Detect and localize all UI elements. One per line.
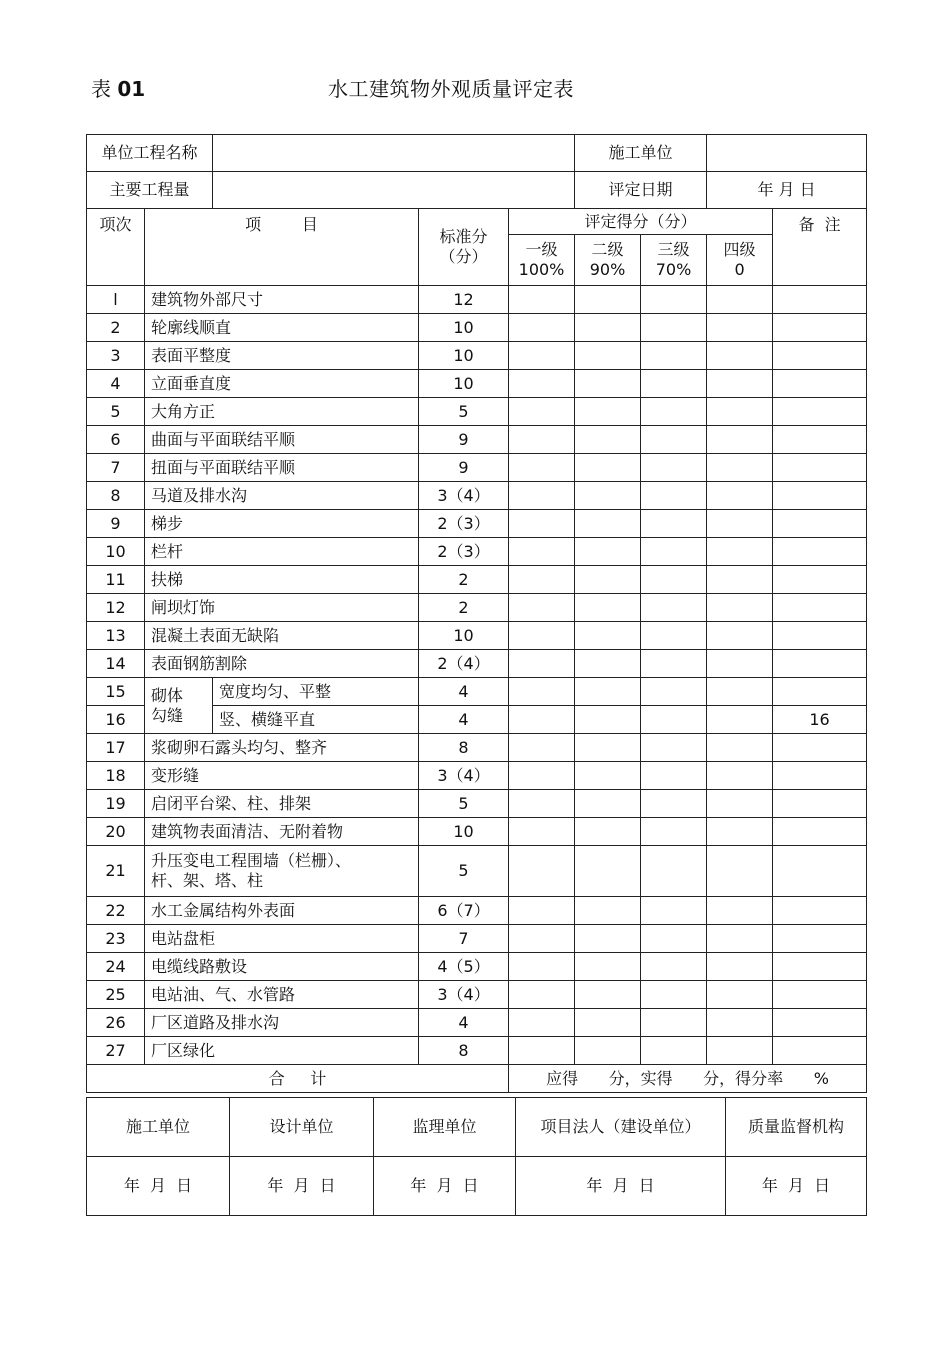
remark-cell[interactable] [773, 846, 867, 897]
grade-cell[interactable] [707, 790, 773, 818]
grade-cell[interactable] [509, 370, 575, 398]
row-no: 9 [87, 510, 145, 538]
row-score: 9 [419, 454, 509, 482]
grade-cell[interactable] [707, 818, 773, 846]
grade-cell[interactable] [641, 706, 707, 734]
grade-cell[interactable] [575, 981, 641, 1009]
col-grade1 [509, 235, 575, 286]
row-score: 5 [419, 846, 509, 897]
row-no: 7 [87, 454, 145, 482]
total-summary[interactable]: 应得 分，实得 分，得分率 % [509, 1065, 867, 1093]
remark-cell[interactable] [773, 398, 867, 426]
grade3-name: 三级 [657, 240, 690, 259]
table-row [87, 650, 867, 678]
row-score: 10 [419, 818, 509, 846]
date-supervision[interactable]: 年 月 日 [374, 1157, 516, 1216]
remark-cell[interactable] [773, 370, 867, 398]
table-row [87, 1037, 867, 1065]
group-line2: 勾缝 [151, 705, 184, 725]
grade-cell[interactable] [575, 482, 641, 510]
grade-cell[interactable] [509, 1009, 575, 1037]
grade-cell[interactable] [575, 1037, 641, 1065]
grade-cell[interactable] [641, 953, 707, 981]
table-number-prefix: 表 [91, 77, 111, 101]
col-grade3 [641, 235, 707, 286]
row-score: 10 [419, 314, 509, 342]
grade-cell[interactable] [509, 953, 575, 981]
row-no: 25 [87, 981, 145, 1009]
row-item: 扭面与平面联结平顺 [145, 454, 419, 482]
remark-cell[interactable] [773, 925, 867, 953]
row-score: 2（4） [419, 650, 509, 678]
row-item: 建筑物外部尺寸 [145, 286, 419, 314]
grade-cell[interactable] [575, 426, 641, 454]
row-item: 梯步 [145, 510, 419, 538]
party-supervision: 监理单位 [374, 1098, 516, 1157]
col-remark: 备 注 [773, 209, 867, 286]
table-row [87, 510, 867, 538]
grade-cell[interactable] [575, 342, 641, 370]
table-row [87, 622, 867, 650]
table-row [87, 342, 867, 370]
row-item: 轮廓线顺直 [145, 314, 419, 342]
row-item: 变形缝 [145, 762, 419, 790]
grade-cell[interactable] [641, 538, 707, 566]
grade-cell[interactable] [641, 790, 707, 818]
grade-cell[interactable] [575, 897, 641, 925]
row-score: 3（4） [419, 482, 509, 510]
row-score: 8 [419, 734, 509, 762]
row-item: 浆砌卵石露头均匀、整齐 [145, 734, 419, 762]
grade-cell[interactable] [509, 762, 575, 790]
grade-cell[interactable] [575, 678, 641, 706]
total-label: 合 计 [87, 1065, 509, 1093]
row-item-line1: 升压变电工程围墙（栏栅）、 [151, 851, 352, 870]
grade-cell[interactable] [509, 538, 575, 566]
grade-cell[interactable] [509, 706, 575, 734]
row-no: 27 [87, 1037, 145, 1065]
grade-cell[interactable] [641, 482, 707, 510]
row-item: 马道及排水沟 [145, 482, 419, 510]
grade-cell[interactable] [707, 314, 773, 342]
col-standard [419, 209, 509, 286]
grade-cell[interactable] [707, 566, 773, 594]
row-no: 26 [87, 1009, 145, 1037]
page-title: 水工建筑物外观质量评定表 [328, 77, 574, 101]
col-item: 项 目 [145, 209, 419, 286]
grade-cell[interactable] [575, 706, 641, 734]
table-row [87, 370, 867, 398]
grade4-pct: 0 [734, 260, 745, 279]
grade2-name: 二级 [591, 240, 624, 259]
date-design[interactable]: 年 月 日 [230, 1157, 374, 1216]
grade-cell[interactable] [641, 678, 707, 706]
grade1-name: 一级 [525, 240, 558, 259]
grade-cell[interactable] [509, 622, 575, 650]
remark-cell[interactable] [773, 510, 867, 538]
row-no: 21 [87, 846, 145, 897]
grade-cell[interactable] [509, 650, 575, 678]
unit-project-field[interactable] [213, 135, 575, 172]
grade-cell[interactable] [509, 454, 575, 482]
row-no: 12 [87, 594, 145, 622]
grade-cell[interactable] [509, 426, 575, 454]
row-score: 9 [419, 426, 509, 454]
row-score: 4 [419, 706, 509, 734]
party-owner: 项目法人（建设单位） [516, 1098, 726, 1157]
remark-cell[interactable] [773, 454, 867, 482]
grade-cell[interactable] [509, 566, 575, 594]
column-header-row [87, 209, 867, 235]
grade-cell[interactable] [707, 953, 773, 981]
row-score: 8 [419, 1037, 509, 1065]
grade-cell[interactable] [707, 426, 773, 454]
grade-cell[interactable] [707, 510, 773, 538]
col-grade-group: 评定得分（分） [509, 209, 773, 235]
row-item: 启闭平台梁、柱、排架 [145, 790, 419, 818]
table-row [87, 566, 867, 594]
grade-cell[interactable] [509, 1037, 575, 1065]
remark-cell[interactable] [773, 953, 867, 981]
grade-cell[interactable] [641, 566, 707, 594]
grade-cell[interactable] [509, 678, 575, 706]
table-number [91, 73, 145, 102]
row-no: 16 [87, 706, 145, 734]
grade-cell[interactable] [641, 594, 707, 622]
grade-cell[interactable] [509, 818, 575, 846]
grade-cell[interactable] [707, 925, 773, 953]
row-no: 8 [87, 482, 145, 510]
grade-cell[interactable] [575, 818, 641, 846]
row-no: 17 [87, 734, 145, 762]
row-no: 13 [87, 622, 145, 650]
table-row [87, 846, 867, 897]
date-quality-supervision[interactable]: 年 月 日 [726, 1157, 867, 1216]
row-item: 竖、横缝平直 [213, 706, 419, 734]
row-no: 10 [87, 538, 145, 566]
row-item: 水工金属结构外表面 [145, 897, 419, 925]
row-item: 电站油、气、水管路 [145, 981, 419, 1009]
grade-cell[interactable] [509, 897, 575, 925]
row-score: 4（5） [419, 953, 509, 981]
grade-cell[interactable] [575, 454, 641, 482]
row-item: 混凝土表面无缺陷 [145, 622, 419, 650]
eval-date-label: 评定日期 [575, 172, 707, 209]
grade-cell[interactable] [707, 734, 773, 762]
table-row [87, 953, 867, 981]
col-grade2 [575, 235, 641, 286]
unit-project-label: 单位工程名称 [87, 135, 213, 172]
col-standard-line2: （分） [439, 247, 488, 266]
grade1-pct: 100% [518, 260, 565, 279]
remark-cell[interactable] [773, 1037, 867, 1065]
grade-cell[interactable] [641, 286, 707, 314]
remark-cell[interactable] [773, 594, 867, 622]
row-score: 6（7） [419, 897, 509, 925]
remark-cell[interactable] [773, 286, 867, 314]
main-quantity-label: 主要工程量 [87, 172, 213, 209]
grade-cell[interactable] [575, 734, 641, 762]
grade4-name: 四级 [723, 240, 756, 259]
grade-cell[interactable] [575, 566, 641, 594]
table-row [87, 398, 867, 426]
grade-cell[interactable] [641, 650, 707, 678]
grade-cell[interactable] [575, 846, 641, 897]
table-row [87, 594, 867, 622]
date-owner[interactable]: 年 月 日 [516, 1157, 726, 1216]
total-row [87, 1065, 867, 1093]
grade-cell[interactable] [641, 1037, 707, 1065]
grade-cell[interactable] [707, 370, 773, 398]
grade-cell[interactable] [575, 622, 641, 650]
row-score: 2（3） [419, 538, 509, 566]
row-score: 10 [419, 622, 509, 650]
grade-cell[interactable] [575, 538, 641, 566]
grade-cell[interactable] [575, 594, 641, 622]
grade-cell[interactable] [707, 454, 773, 482]
grade-cell[interactable] [509, 734, 575, 762]
grade-cell[interactable] [707, 678, 773, 706]
grade-cell[interactable] [707, 846, 773, 897]
construction-unit-field[interactable] [707, 135, 867, 172]
grade-cell[interactable] [641, 370, 707, 398]
info-row-2 [87, 172, 867, 209]
grade-cell[interactable] [707, 286, 773, 314]
grade-cell[interactable] [707, 706, 773, 734]
grade3-pct: 70% [655, 260, 692, 279]
row-item: 电站盘柜 [145, 925, 419, 953]
grade-cell[interactable] [641, 1009, 707, 1037]
grade-cell[interactable] [641, 925, 707, 953]
row-group-masonry [145, 678, 213, 734]
grade-cell[interactable] [509, 286, 575, 314]
info-row-1 [87, 135, 867, 172]
grade-cell[interactable] [575, 370, 641, 398]
remark-cell[interactable] [773, 314, 867, 342]
row-score: 10 [419, 342, 509, 370]
row-score: 12 [419, 286, 509, 314]
col-standard-line1: 标准分 [439, 227, 488, 246]
row-item: 扶梯 [145, 566, 419, 594]
table-row [87, 426, 867, 454]
grade-cell[interactable] [509, 790, 575, 818]
table-row [87, 818, 867, 846]
grade-cell[interactable] [575, 790, 641, 818]
row-no: 11 [87, 566, 145, 594]
table-row [87, 981, 867, 1009]
row-no: 23 [87, 925, 145, 953]
row-score: 7 [419, 925, 509, 953]
table-row [87, 790, 867, 818]
row-no: 19 [87, 790, 145, 818]
remark-cell[interactable] [773, 897, 867, 925]
row-no: 22 [87, 897, 145, 925]
grade-cell[interactable] [575, 1009, 641, 1037]
row-score: 2 [419, 566, 509, 594]
row-item: 宽度均匀、平整 [213, 678, 419, 706]
main-quantity-field[interactable] [213, 172, 575, 209]
row-item: 厂区道路及排水沟 [145, 1009, 419, 1037]
table-row [87, 454, 867, 482]
row-item: 曲面与平面联结平顺 [145, 426, 419, 454]
party-design: 设计单位 [230, 1098, 374, 1157]
row-item: 表面钢筋割除 [145, 650, 419, 678]
row-no: 18 [87, 762, 145, 790]
remark-cell[interactable] [773, 790, 867, 818]
row-score: 4 [419, 1009, 509, 1037]
grade-cell[interactable] [641, 762, 707, 790]
remark-cell[interactable] [773, 762, 867, 790]
party-quality-supervision: 质量监督机构 [726, 1098, 867, 1157]
row-item: 厂区绿化 [145, 1037, 419, 1065]
row-no: l [87, 286, 145, 314]
grade-cell[interactable] [509, 314, 575, 342]
grade-cell[interactable] [641, 734, 707, 762]
grade-cell[interactable] [575, 314, 641, 342]
grade-cell[interactable] [509, 981, 575, 1009]
table-number-value: 01 [117, 77, 146, 101]
assessment-table [86, 134, 867, 1093]
grade-cell[interactable] [509, 398, 575, 426]
col-index: 项次 [87, 209, 145, 286]
row-item [145, 846, 419, 897]
signature-date-row [87, 1157, 867, 1216]
signature-party-row [87, 1098, 867, 1157]
row-score: 4 [419, 678, 509, 706]
grade-cell[interactable] [641, 622, 707, 650]
grade-cell[interactable] [707, 398, 773, 426]
grade-cell[interactable] [641, 342, 707, 370]
row-item-line2: 杆、架、塔、柱 [151, 871, 264, 890]
grade-cell[interactable] [641, 846, 707, 897]
grade-cell[interactable] [707, 1037, 773, 1065]
grade-cell[interactable] [641, 818, 707, 846]
grade-cell[interactable] [707, 897, 773, 925]
row-score: 5 [419, 398, 509, 426]
table-row [87, 482, 867, 510]
row-no: 14 [87, 650, 145, 678]
row-no: 3 [87, 342, 145, 370]
grade-cell[interactable] [707, 622, 773, 650]
row-no: 20 [87, 818, 145, 846]
grade-cell[interactable] [707, 594, 773, 622]
grade-cell[interactable] [509, 342, 575, 370]
col-grade4 [707, 235, 773, 286]
grade2-pct: 90% [589, 260, 626, 279]
grade-cell[interactable] [575, 925, 641, 953]
table-row [87, 925, 867, 953]
grade-cell[interactable] [641, 981, 707, 1009]
grade-cell[interactable] [509, 925, 575, 953]
remark-cell[interactable]: 16 [773, 706, 867, 734]
construction-unit-label: 施工单位 [575, 135, 707, 172]
grade-cell[interactable] [641, 510, 707, 538]
remark-cell[interactable] [773, 678, 867, 706]
remark-cell[interactable] [773, 734, 867, 762]
row-item: 栏杆 [145, 538, 419, 566]
row-score: 2（3） [419, 510, 509, 538]
grade-cell[interactable] [509, 510, 575, 538]
grade-cell[interactable] [641, 314, 707, 342]
table-row [87, 538, 867, 566]
row-item: 建筑物表面清洁、无附着物 [145, 818, 419, 846]
grade-cell[interactable] [707, 650, 773, 678]
remark-cell[interactable] [773, 622, 867, 650]
table-row [87, 734, 867, 762]
signature-table [86, 1097, 867, 1216]
row-item: 大角方正 [145, 398, 419, 426]
grade-cell[interactable] [707, 482, 773, 510]
table-row [87, 314, 867, 342]
row-item: 表面平整度 [145, 342, 419, 370]
grade-cell[interactable] [707, 538, 773, 566]
row-item: 电缆线路敷设 [145, 953, 419, 981]
grade-cell[interactable] [707, 981, 773, 1009]
row-no: 5 [87, 398, 145, 426]
grade-cell[interactable] [707, 342, 773, 370]
remark-cell[interactable] [773, 981, 867, 1009]
row-no: 15 [87, 678, 145, 706]
remark-cell[interactable] [773, 818, 867, 846]
grade-cell[interactable] [509, 482, 575, 510]
remark-cell[interactable] [773, 650, 867, 678]
table-row [87, 762, 867, 790]
grade-cell[interactable] [575, 286, 641, 314]
party-construction: 施工单位 [87, 1098, 230, 1157]
grade-cell[interactable] [641, 426, 707, 454]
grade-cell[interactable] [509, 846, 575, 897]
row-score: 5 [419, 790, 509, 818]
row-no: 24 [87, 953, 145, 981]
eval-date-field[interactable]: 年 月 日 [707, 172, 867, 209]
remark-cell[interactable] [773, 342, 867, 370]
table-row [87, 1009, 867, 1037]
remark-cell[interactable] [773, 538, 867, 566]
table-row [87, 286, 867, 314]
row-item: 立面垂直度 [145, 370, 419, 398]
grade-cell[interactable] [641, 454, 707, 482]
row-no: 2 [87, 314, 145, 342]
row-no: 6 [87, 426, 145, 454]
grade-cell[interactable] [575, 762, 641, 790]
table-row [87, 897, 867, 925]
remark-cell[interactable] [773, 426, 867, 454]
grade-cell[interactable] [575, 510, 641, 538]
remark-cell[interactable] [773, 566, 867, 594]
row-score: 3（4） [419, 981, 509, 1009]
grade-cell[interactable] [509, 594, 575, 622]
grade-cell[interactable] [575, 398, 641, 426]
row-score: 2 [419, 594, 509, 622]
table-row [87, 678, 867, 706]
grade-cell[interactable] [575, 650, 641, 678]
grade-cell[interactable] [641, 398, 707, 426]
remark-cell[interactable] [773, 482, 867, 510]
row-score: 10 [419, 370, 509, 398]
group-line1: 砌体 [151, 685, 184, 705]
row-score: 3（4） [419, 762, 509, 790]
grade-cell[interactable] [575, 953, 641, 981]
row-item: 闸坝灯饰 [145, 594, 419, 622]
grade-cell[interactable] [707, 762, 773, 790]
grade-cell[interactable] [641, 897, 707, 925]
date-construction[interactable]: 年 月 日 [87, 1157, 230, 1216]
grade-cell[interactable] [707, 1009, 773, 1037]
remark-cell[interactable] [773, 1009, 867, 1037]
row-no: 4 [87, 370, 145, 398]
